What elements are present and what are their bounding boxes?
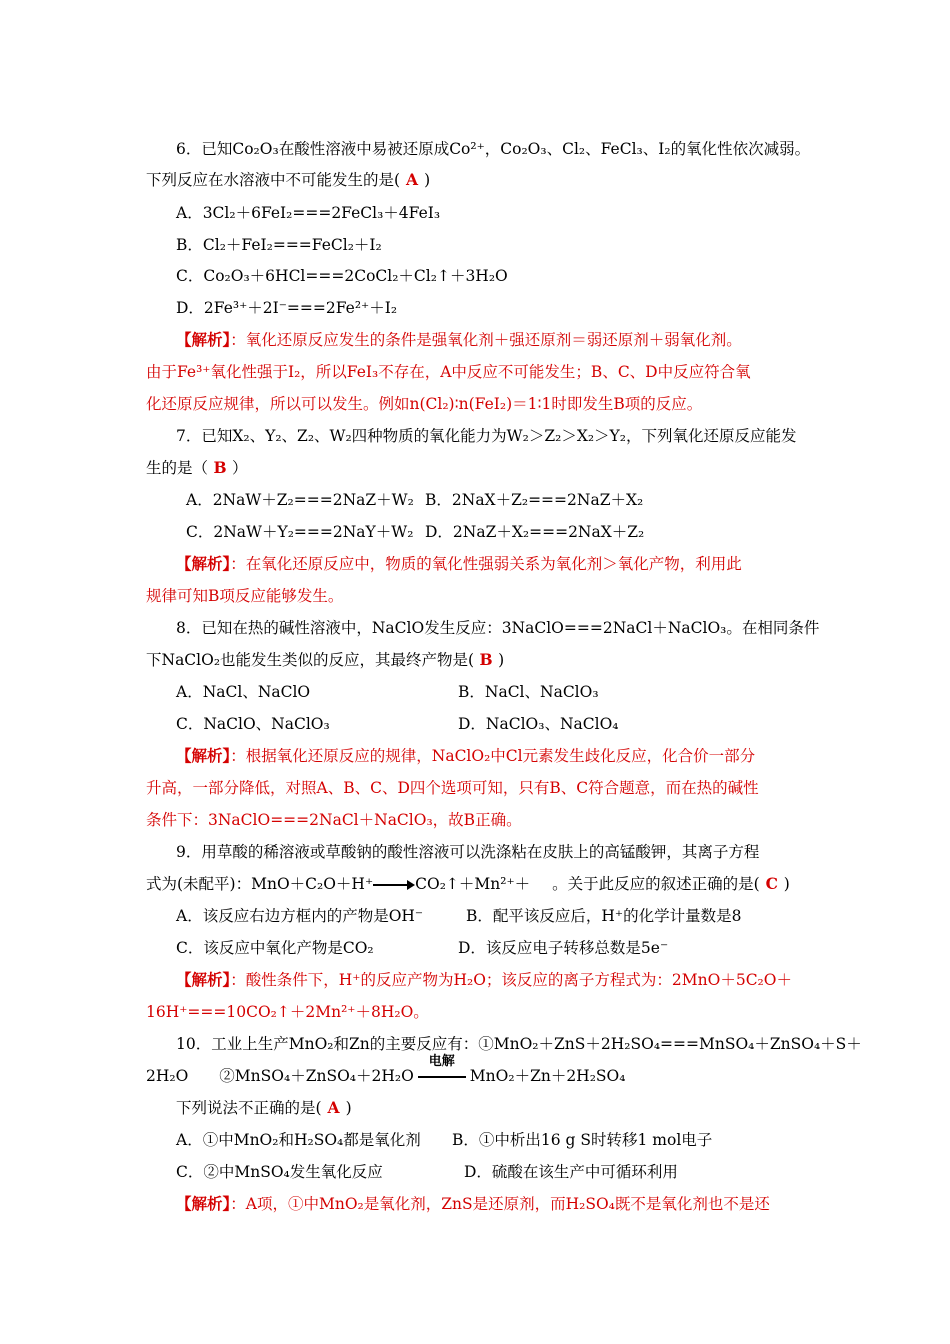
q8-option-a: A．NaCl、NaClO xyxy=(176,683,311,701)
q6-analysis-line2: 由于Fe³⁺氧化性强于I₂，所以FeI₃不存在，A中反应不可能发生；B、C、D中反应符合氧 xyxy=(146,363,751,381)
q7-option-d: D．2NaZ＋X₂===2NaX＋Z₂ xyxy=(425,523,645,541)
q8-option-c: C．NaClO、NaClO₃ xyxy=(176,715,330,733)
q8-analysis-line2: 升高，一部分降低，对照A、B、C、D四个选项可知，只有B、C符合题意，而在热的碱性 xyxy=(146,779,759,797)
q9-analysis-line1 xyxy=(176,970,792,990)
q6-option-a: A．3Cl₂＋6FeI₂===2FeCl₃＋4FeI₃ xyxy=(176,204,441,222)
q8-analysis-text1: ：根据氧化还原反应的规律，NaClO₂中Cl元素发生歧化反应，化合价一部分 xyxy=(230,747,756,765)
q7-analysis-line1 xyxy=(176,554,742,574)
q7-option-c: C．2NaW＋Y₂===2NaY＋W₂ xyxy=(186,523,414,541)
q7-stem-close: ） xyxy=(232,459,248,477)
q9-equation-right: CO₂↑＋Mn²⁺＋ xyxy=(415,875,531,893)
q10-analysis-tag: 【解析】 xyxy=(176,1194,231,1213)
q9-equation-left: 式为(未配平)：MnO＋C₂O＋H⁺ xyxy=(146,875,374,893)
q6-stem-text: 下列反应在水溶液中不可能发生的是( xyxy=(146,171,401,189)
q8-analysis-tag: 【解析】 xyxy=(176,746,231,765)
q7-analysis-line2: 规律可知B项反应能够发生。 xyxy=(146,587,344,605)
q7-analysis-tag: 【解析】 xyxy=(176,554,231,573)
q9-option-c: C．该反应中氧化产物是CO₂ xyxy=(176,939,374,957)
q10-stem-line3 xyxy=(176,1098,352,1118)
q10-stem-text: 下列说法不正确的是( xyxy=(176,1099,322,1117)
q6-answer: A xyxy=(406,170,419,189)
q10-option-a: A．①中MnO₂和H₂SO₄都是氧化剂 xyxy=(176,1131,421,1149)
q8-stem-line1: 8．已知在热的碱性溶液中，NaClO发生反应：3NaClO===2NaCl＋NaClO₃。在相同条件 xyxy=(176,619,820,637)
q6-stem-line2 xyxy=(146,170,430,190)
q6-option-b: B．Cl₂＋FeI₂===FeCl₂＋I₂ xyxy=(176,236,382,254)
q6-analysis-line3: 化还原反应规律，所以可以发生。例如n(Cl₂)∶n(FeI₂)＝1∶1时即发生B项的反应。 xyxy=(146,395,703,413)
q6-stem-close: ) xyxy=(424,171,431,189)
q10-option-c: C．②中MnSO₄发生氧化反应 xyxy=(176,1163,383,1181)
q10-equation-right: MnO₂＋Zn＋2H₂SO₄ xyxy=(469,1067,626,1085)
electrolysis-arrow xyxy=(416,1054,468,1086)
q8-stem-line2 xyxy=(146,650,504,670)
q9-analysis-text1: ：酸性条件下，H⁺的反应产物为H₂O；该反应的离子方程式为：2MnO＋5C₂O＋ xyxy=(230,971,792,989)
equals-bar-icon xyxy=(418,1076,466,1078)
q6-option-d: D．2Fe³⁺＋2I⁻===2Fe²⁺＋I₂ xyxy=(176,299,398,317)
q6-analysis-line1 xyxy=(176,330,742,350)
q10-stem-line1: 10．工业上生产MnO₂和Zn的主要反应有：①MnO₂＋ZnS＋2H₂SO₄===MnSO₄＋ZnSO₄＋S＋ xyxy=(176,1035,862,1053)
q8-analysis-line1 xyxy=(176,746,755,766)
electrolysis-label: 电解 xyxy=(428,1054,455,1069)
q10-stem-line2 xyxy=(146,1054,626,1086)
q6-analysis-text1: ：氧化还原反应发生的条件是强氧化剂＋强还原剂＝弱还原剂＋弱氧化剂。 xyxy=(230,331,742,349)
q9-analysis-line2: 16H⁺===10CO₂↑＋2Mn²⁺＋8H₂O。 xyxy=(146,1003,429,1021)
q9-stem-close: ) xyxy=(783,875,790,893)
q8-option-b: B．NaCl、NaClO₃ xyxy=(458,683,599,701)
q8-stem-close: ) xyxy=(498,651,505,669)
q8-answer: B xyxy=(479,650,493,669)
q7-option-b: B．2NaX＋Z₂===2NaZ＋X₂ xyxy=(425,491,644,509)
q6-stem-line1: 6．已知Co₂O₃在酸性溶液中易被还原成Co²⁺，Co₂O₃、Cl₂、FeCl₃、I₂的氧化性依次减弱。 xyxy=(176,140,811,158)
q7-stem-text: 生的是（ xyxy=(146,459,209,477)
q10-analysis-line1 xyxy=(176,1194,770,1214)
q9-answer: C xyxy=(765,874,778,893)
q10-option-d: D．硫酸在该生产中可循环利用 xyxy=(464,1163,678,1181)
q9-stem-question: 。关于此反应的叙述正确的是( xyxy=(552,875,760,893)
reaction-arrow-icon xyxy=(373,879,415,891)
q10-option-b: B．①中析出16 g S时转移1 mol电子 xyxy=(452,1131,713,1149)
q9-analysis-tag: 【解析】 xyxy=(176,970,231,989)
q10-answer: A xyxy=(327,1098,340,1117)
q10-analysis-text1: ：A项，①中MnO₂是氧化剂，ZnS是还原剂，而H₂SO₄既不是氧化剂也不是还 xyxy=(230,1195,770,1213)
q10-stem-close: ) xyxy=(345,1099,352,1117)
q9-option-d: D．该反应电子转移总数是5e⁻ xyxy=(458,939,669,957)
q7-answer: B xyxy=(213,458,227,477)
q8-stem-text: 下NaClO₂也能发生类似的反应，其最终产物是( xyxy=(146,651,475,669)
q6-analysis-tag: 【解析】 xyxy=(176,330,231,349)
q9-option-b: B．配平该反应后，H⁺的化学计量数是8 xyxy=(466,907,742,925)
q10-equation-left: 2H₂O ②MnSO₄＋ZnSO₄＋2H₂O xyxy=(146,1067,414,1085)
q7-stem-line2 xyxy=(146,458,248,478)
q9-option-a: A．该反应右边方框内的产物是OH⁻ xyxy=(176,907,424,925)
q9-stem-line1: 9．用草酸的稀溶液或草酸钠的酸性溶液可以洗涤粘在皮肤上的高锰酸钾，其离子方程 xyxy=(176,843,760,861)
q6-option-c: C．Co₂O₃＋6HCl===2CoCl₂＋Cl₂↑＋3H₂O xyxy=(176,267,508,285)
q8-option-d: D．NaClO₃、NaClO₄ xyxy=(458,715,619,733)
q9-stem-line2 xyxy=(146,874,790,894)
q7-option-a: A．2NaW＋Z₂===2NaZ＋W₂ xyxy=(186,491,414,509)
blank-box xyxy=(530,875,552,889)
q7-analysis-text1: ：在氧化还原反应中，物质的氧化性强弱关系为氧化剂＞氧化产物，利用此 xyxy=(230,555,742,573)
q7-stem-line1: 7．已知X₂、Y₂、Z₂、W₂四种物质的氧化能力为W₂＞Z₂＞X₂＞Y₂，下列氧化还原反应能发 xyxy=(176,427,797,445)
q8-analysis-line3: 条件下：3NaClO===2NaCl＋NaClO₃，故B正确。 xyxy=(146,811,522,829)
